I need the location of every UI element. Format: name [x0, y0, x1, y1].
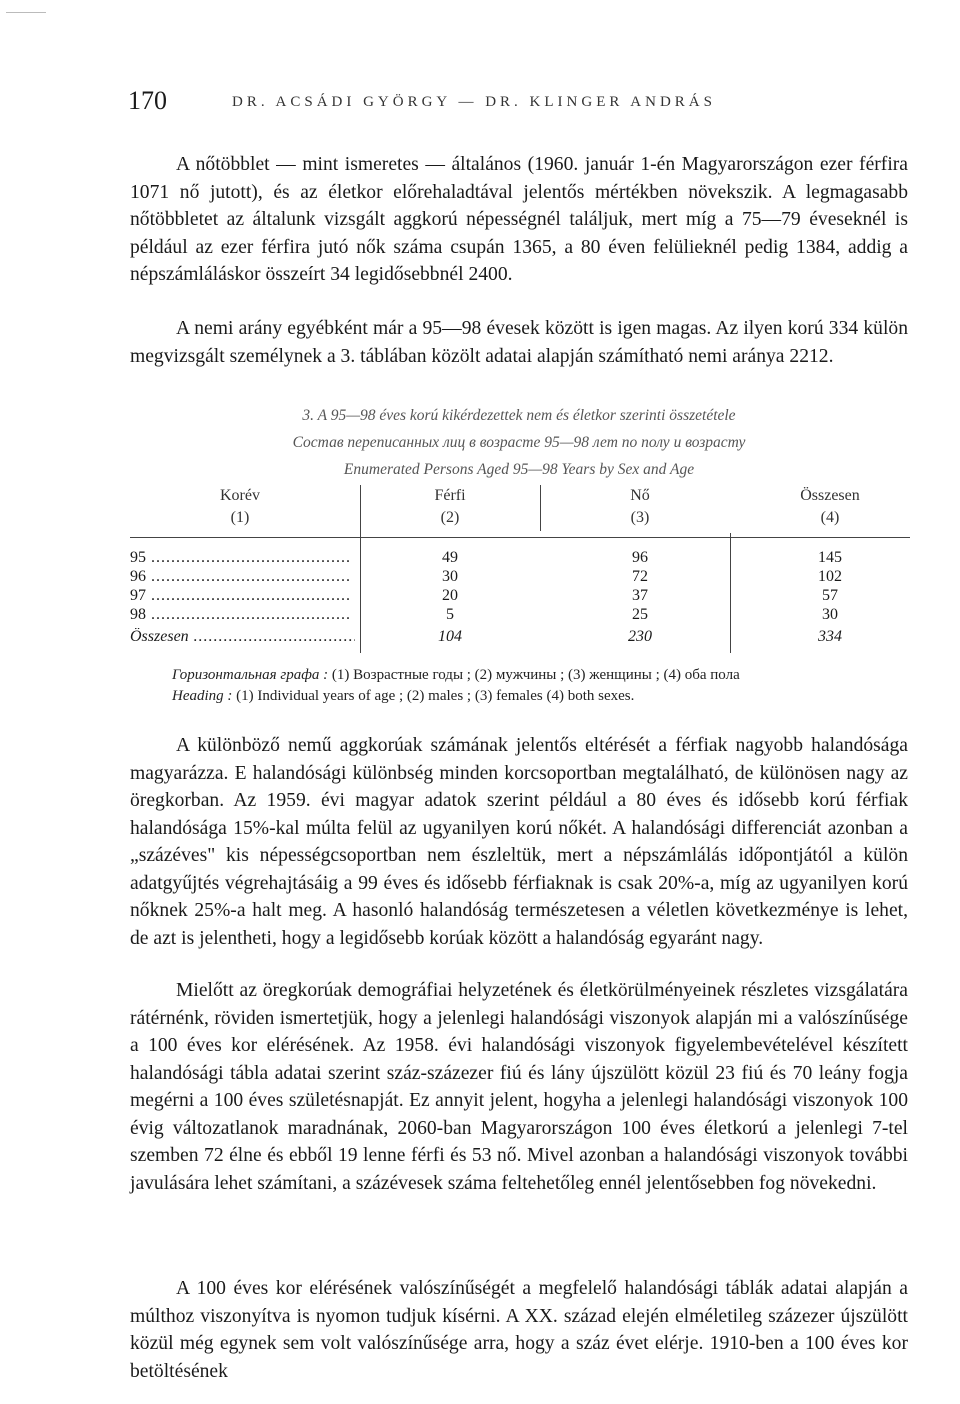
column-divider	[540, 485, 541, 531]
cell-total: 57	[822, 587, 838, 604]
footnote-russian-label: Горизонтальная графа :	[172, 667, 329, 683]
column-divider	[360, 485, 361, 653]
header-ferfi	[370, 485, 530, 529]
paragraph-history: A 100 éves kor elérésének valószínűségét a megfelelő halandósági táblák adatai alapján a múlthoz viszonyítva is nyomon tudjuk kísérni. A XX. század elején elméletileg százezer újszülött közül még egynek sem volt valószínűsége arra, hogy a száz évet elérje. 1910-ben a 100 éves kor betöltésének	[130, 1278, 908, 1382]
header-no	[550, 485, 730, 529]
table-caption	[130, 402, 908, 483]
header-korev	[170, 485, 310, 529]
footnote-russian	[172, 667, 740, 684]
header-rule	[130, 537, 910, 538]
header-label: Férfi	[434, 487, 466, 504]
page-header	[128, 86, 828, 126]
header-number: (2)	[440, 509, 460, 526]
cell-female: 25	[632, 606, 648, 623]
paragraph-mortality: A különböző nemű aggkorúak számának jelentős eltérését a férfiak nagyobb halandósága magyarázza. E halandósági különbség minden korcsoportban megtalálható, de különösen nagy az öregkorban. Az 1959. évi magyar adatok szerint például a 80 éves és idősebb korú férfiak halandósága 15%-kal múlta felül az ugyanilyen korú nőkét. A halandósági differenciát azonban a „százéves" kis népességcsoportban nem észleltük, mert a népszámlálás időpontjától a külön adatgyűjtés végrehajtásáig a 99 éves és idősebb férfiaknak is csak 20%-a, míg az ugyanilyen korú nőknek 25%-a halt meg. A hasonló halandóság természetesen a véletlen következménye is lehet, de azt is jelentheti, hogy a legidősebb korúak között a halandóság egyaránt nagy.	[130, 735, 908, 949]
footnote-english-text: (1) Individual years of age ; (2) males ; (3) females (4) both sexes.	[236, 688, 635, 704]
header-number: (3)	[630, 509, 650, 526]
cell-male: 30	[442, 568, 458, 585]
caption-russian: Состав переписанных лиц в возрасте 95—98 лет по полу и возрасту	[292, 434, 746, 451]
row-age: 98 .....	[130, 606, 355, 624]
row-age: 95 .....	[130, 549, 355, 567]
column-divider	[730, 533, 731, 653]
header-number: (4)	[820, 509, 840, 526]
cell-total: 30	[822, 606, 838, 623]
cell-male: 20	[442, 587, 458, 604]
cell-female: 37	[632, 587, 648, 604]
total-label: Összesen .....	[130, 628, 355, 646]
cell-female: 72	[632, 568, 648, 585]
cell-total: 102	[818, 568, 842, 585]
running-head: DR. ACSÁDI GYÖRGY — DR. KLINGER ANDRÁS	[232, 94, 716, 110]
cell-female: 96	[632, 549, 648, 566]
row-age: 96 .....	[130, 568, 355, 586]
cell-total: 145	[818, 549, 842, 566]
footnote-english	[172, 688, 634, 705]
age-sex-table	[130, 485, 910, 653]
cell-male: 5	[446, 606, 454, 623]
paragraph-surplus: A nőtöbblet — mint ismeretes — általános (1960. január 1-én Magyarországon ezer férfira 1071 nő jutott), és az életkor előrehaladtával jelentős mértékben növekszik. A legmagasabb nőtöbbletet az általunk vizsgált aggkorú népességnél találjuk, mert míg a 75—79 éveseknél is például az ezer férfira jutó nők száma csupán 1365, a 80 éven felülieknél pedig 1384, addig a népszámláláskor összeírt 34 legidősebbnél 2400.	[130, 154, 908, 285]
header-label: Összesen	[800, 487, 860, 504]
paragraph-probability: Mielőtt az öregkorúak demográfiai helyzetének és életkörülményeinek részletes vizsgálatára rátérnénk, röviden ismertetjük, hogy a jelenlegi halandósági viszonyok alapján mi a valószínűsége a 100 éves kor elérésének. Az 1958. évi halandósági viszonyok figyelembevételével készített halandósági tábla adatai szerint száz-százezer fiú és lány újszülött közül 23 fiú és 70 leány fogja megérni a 100 éves születésnapját. Ez annyit jelent, hogyha a jelenlegi halandósági viszonyok 100 évig változatlanok maradnának, 2060-ban Magyarországon 100 éves életkorú a jelenlegi 7-tel szemben 72 élne és ebből 19 lenne férfi és 53 nő. Mivel azonban a halandósági viszonyok további javulására lehet számítani, a százévesek száma feltehetőleg ennél jelentősebben fog növekedni.	[130, 980, 908, 1194]
header-label: Korév	[220, 487, 260, 504]
row-age: 97 .....	[130, 587, 355, 605]
caption-hungarian: 3. A 95—98 éves korú kikérdezettek nem és életkor szerinti összetétele	[302, 407, 736, 424]
header-osszesen	[750, 485, 910, 529]
caption-english: Enumerated Persons Aged 95—98 Years by Sex and Age	[343, 461, 695, 478]
footnote-english-label: Heading :	[172, 688, 233, 704]
header-label: Nő	[630, 487, 650, 504]
scan-margin-mark	[6, 12, 46, 13]
footnote-russian-text: (1) Возрастные годы ; (2) мужчины ; (3) женщины ; (4) оба пола	[331, 667, 740, 683]
header-number: (1)	[230, 509, 250, 526]
total-all: 334	[818, 628, 842, 645]
paragraph-sex-ratio: A nemi arány egyébként már a 95—98 évesek között is igen magas. Az ilyen korú 334 külön megvizsgált személynek a 3. táblában közölt adatai alapján számítható nemi aránya 2212.	[130, 318, 908, 367]
total-male: 104	[438, 628, 462, 645]
cell-male: 49	[442, 549, 458, 566]
total-female: 230	[628, 628, 652, 645]
page-number: 170	[128, 86, 167, 115]
